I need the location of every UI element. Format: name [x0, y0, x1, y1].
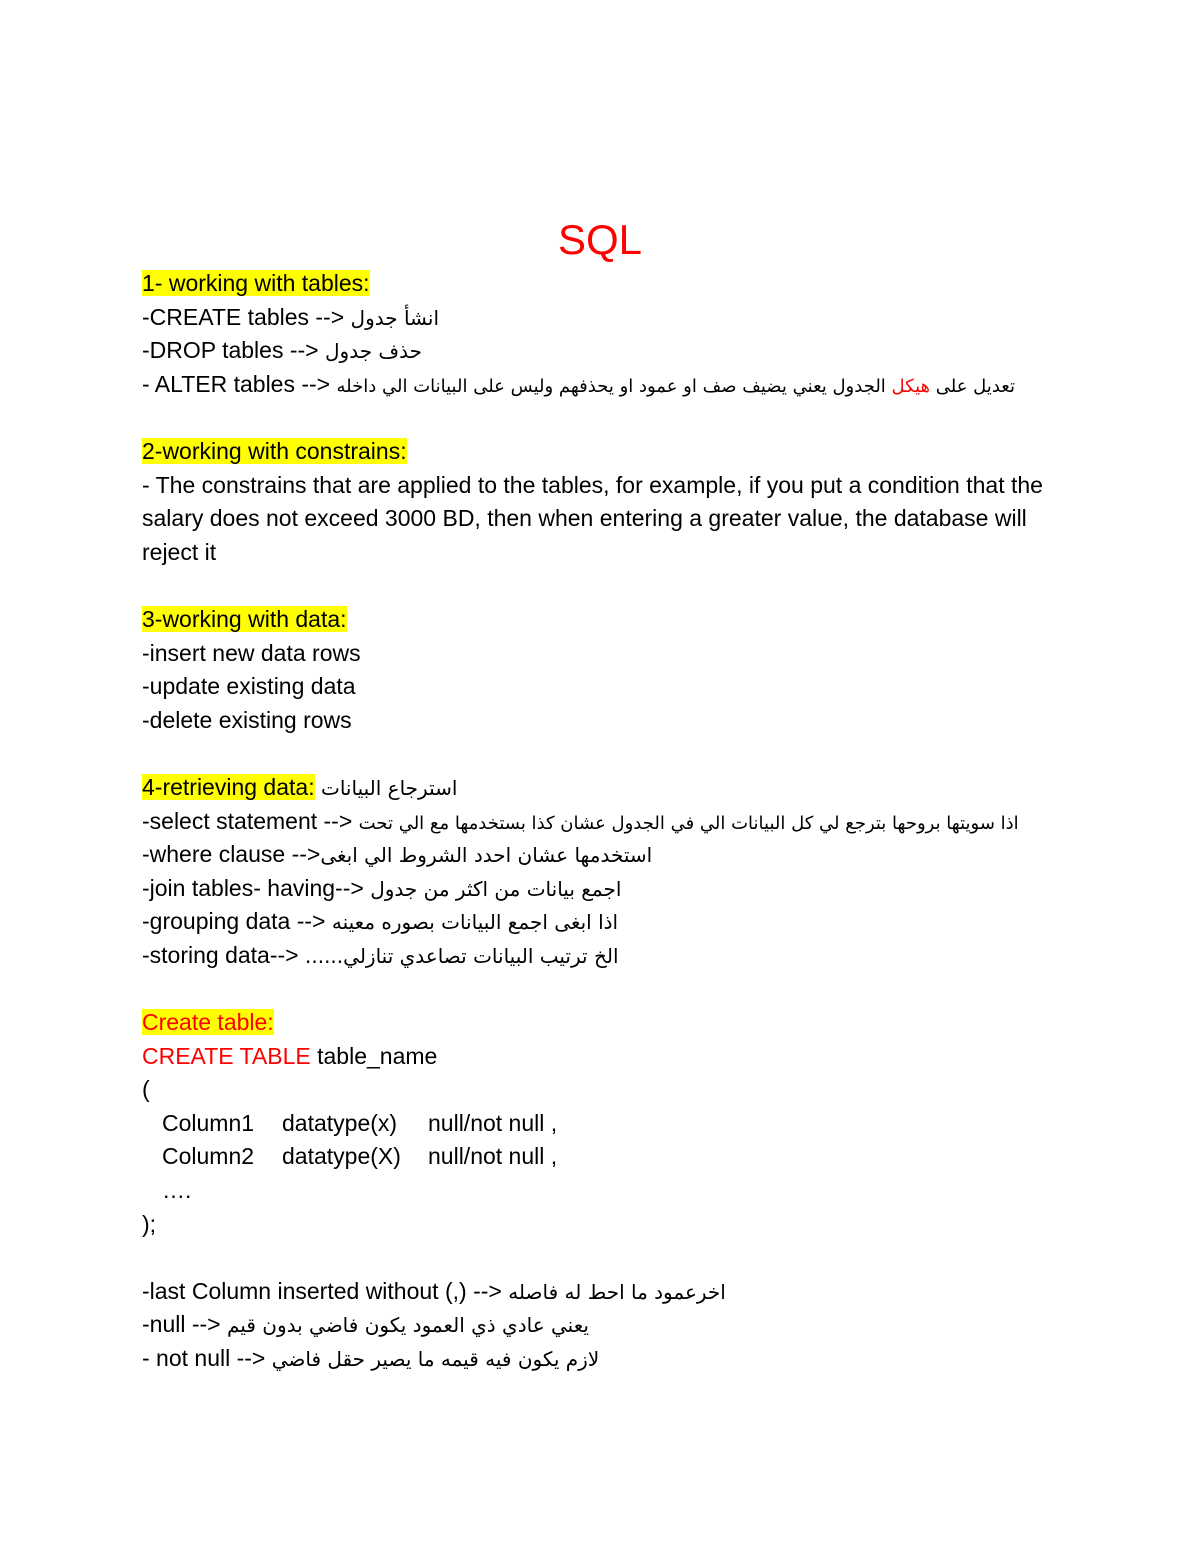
section-heading-tables	[142, 267, 1062, 301]
column-null: null/not null ,	[428, 1109, 558, 1136]
heading-highlight: Create table:	[142, 1009, 274, 1036]
list-item: -insert new data rows	[142, 639, 361, 666]
note-item	[142, 1308, 1062, 1342]
heading-highlight: 3-working with data:	[142, 605, 347, 632]
code-column-row	[142, 1107, 1062, 1141]
item-arabic: حذف جدول	[325, 339, 423, 364]
list-item	[142, 905, 1062, 939]
list-item	[142, 838, 1062, 872]
list-item: -delete existing rows	[142, 706, 352, 733]
document-title: SQL	[557, 216, 643, 263]
item-english: -where clause -->	[142, 841, 321, 868]
code-line: );	[142, 1210, 157, 1237]
item-arabic: اذا ابغى اجمع البيانات بصوره معينه	[331, 910, 619, 935]
constrains-paragraph: - The constrains that are applied to the tables, for example, if you put a condition that the salary does not exceed 3000 BD, then when entering a greater value, the database will reject it	[142, 471, 1043, 565]
arabic-part: تعديل على	[930, 375, 1015, 397]
list-item	[142, 368, 1062, 402]
item-english: -storing data-->	[142, 941, 305, 968]
item-english: - ALTER tables -->	[142, 370, 337, 397]
item-english: -join tables- having-->	[142, 874, 371, 901]
item-arabic: اذا سويتها بروحها بترجع لي كل البيانات الي في الجدول عشان كذا بستخدمها مع الي تحت	[358, 812, 1019, 834]
heading-arabic: استرجاع البيانات	[320, 775, 458, 800]
code-column-row	[142, 1140, 1062, 1174]
note-item	[142, 1275, 1062, 1309]
list-item	[142, 805, 1062, 839]
section-heading-retrieving	[142, 771, 1062, 805]
note-item	[142, 1342, 1062, 1376]
item-arabic: اجمع بيانات من اكثر من جدول	[370, 876, 622, 901]
section-heading-data	[142, 603, 1062, 637]
list-item	[142, 872, 1062, 906]
column-name: Column1	[162, 1109, 255, 1136]
item-english: -grouping data -->	[142, 908, 332, 935]
document-body	[142, 267, 1062, 1376]
item-arabic	[337, 376, 1015, 397]
sql-keyword: CREATE TABLE	[142, 1042, 311, 1069]
list-item	[142, 939, 1062, 973]
arabic-highlight-word: هيكل	[891, 375, 931, 397]
item-arabic: استخدمها عشان احدد الشروط الي ابغى	[320, 843, 653, 868]
section-heading-constrains	[142, 435, 1062, 469]
code-line	[142, 1040, 1062, 1074]
code-line: (	[142, 1076, 150, 1103]
note-english: -null -->	[142, 1311, 227, 1338]
code-line: ….	[162, 1177, 192, 1204]
list-item	[142, 334, 1062, 368]
column-null: null/not null ,	[428, 1143, 558, 1170]
heading-highlight: 4-retrieving data:	[142, 773, 315, 800]
item-english: -select statement -->	[142, 807, 359, 834]
heading-highlight: 2-working with constrains:	[142, 437, 407, 464]
item-english: -CREATE tables -->	[142, 303, 351, 330]
table-name: table_name	[310, 1042, 438, 1069]
item-arabic: انشأ جدول	[350, 305, 440, 330]
column-type: datatype(X)	[282, 1143, 401, 1170]
column-name: Column2	[162, 1143, 255, 1170]
list-item	[142, 301, 1062, 335]
arabic-part: الجدول يعني يضيف صف او عمود او يحذفهم وليس على البيانات الي داخله	[336, 375, 892, 397]
note-english: -last Column inserted without (,) -->	[142, 1277, 509, 1304]
note-arabic: يعني عادي ذي العمود يكون فاضي بدون قيم	[227, 1313, 589, 1338]
note-arabic: لازم يكون فيه قيمه ما يصير حقل فاضي	[271, 1347, 600, 1371]
item-english: -DROP tables -->	[142, 337, 325, 364]
list-item: -update existing data	[142, 673, 356, 700]
note-english: - not null -->	[142, 1345, 272, 1371]
heading-highlight: 1- working with tables:	[142, 270, 370, 296]
note-arabic: اخرعمود ما احط له فاصله	[508, 1279, 726, 1304]
item-arabic: ......الخ ترتيب البيانات تصاعدي تنازلي	[305, 943, 619, 968]
section-heading-create-table	[142, 1006, 1062, 1040]
column-type: datatype(x)	[282, 1109, 398, 1136]
